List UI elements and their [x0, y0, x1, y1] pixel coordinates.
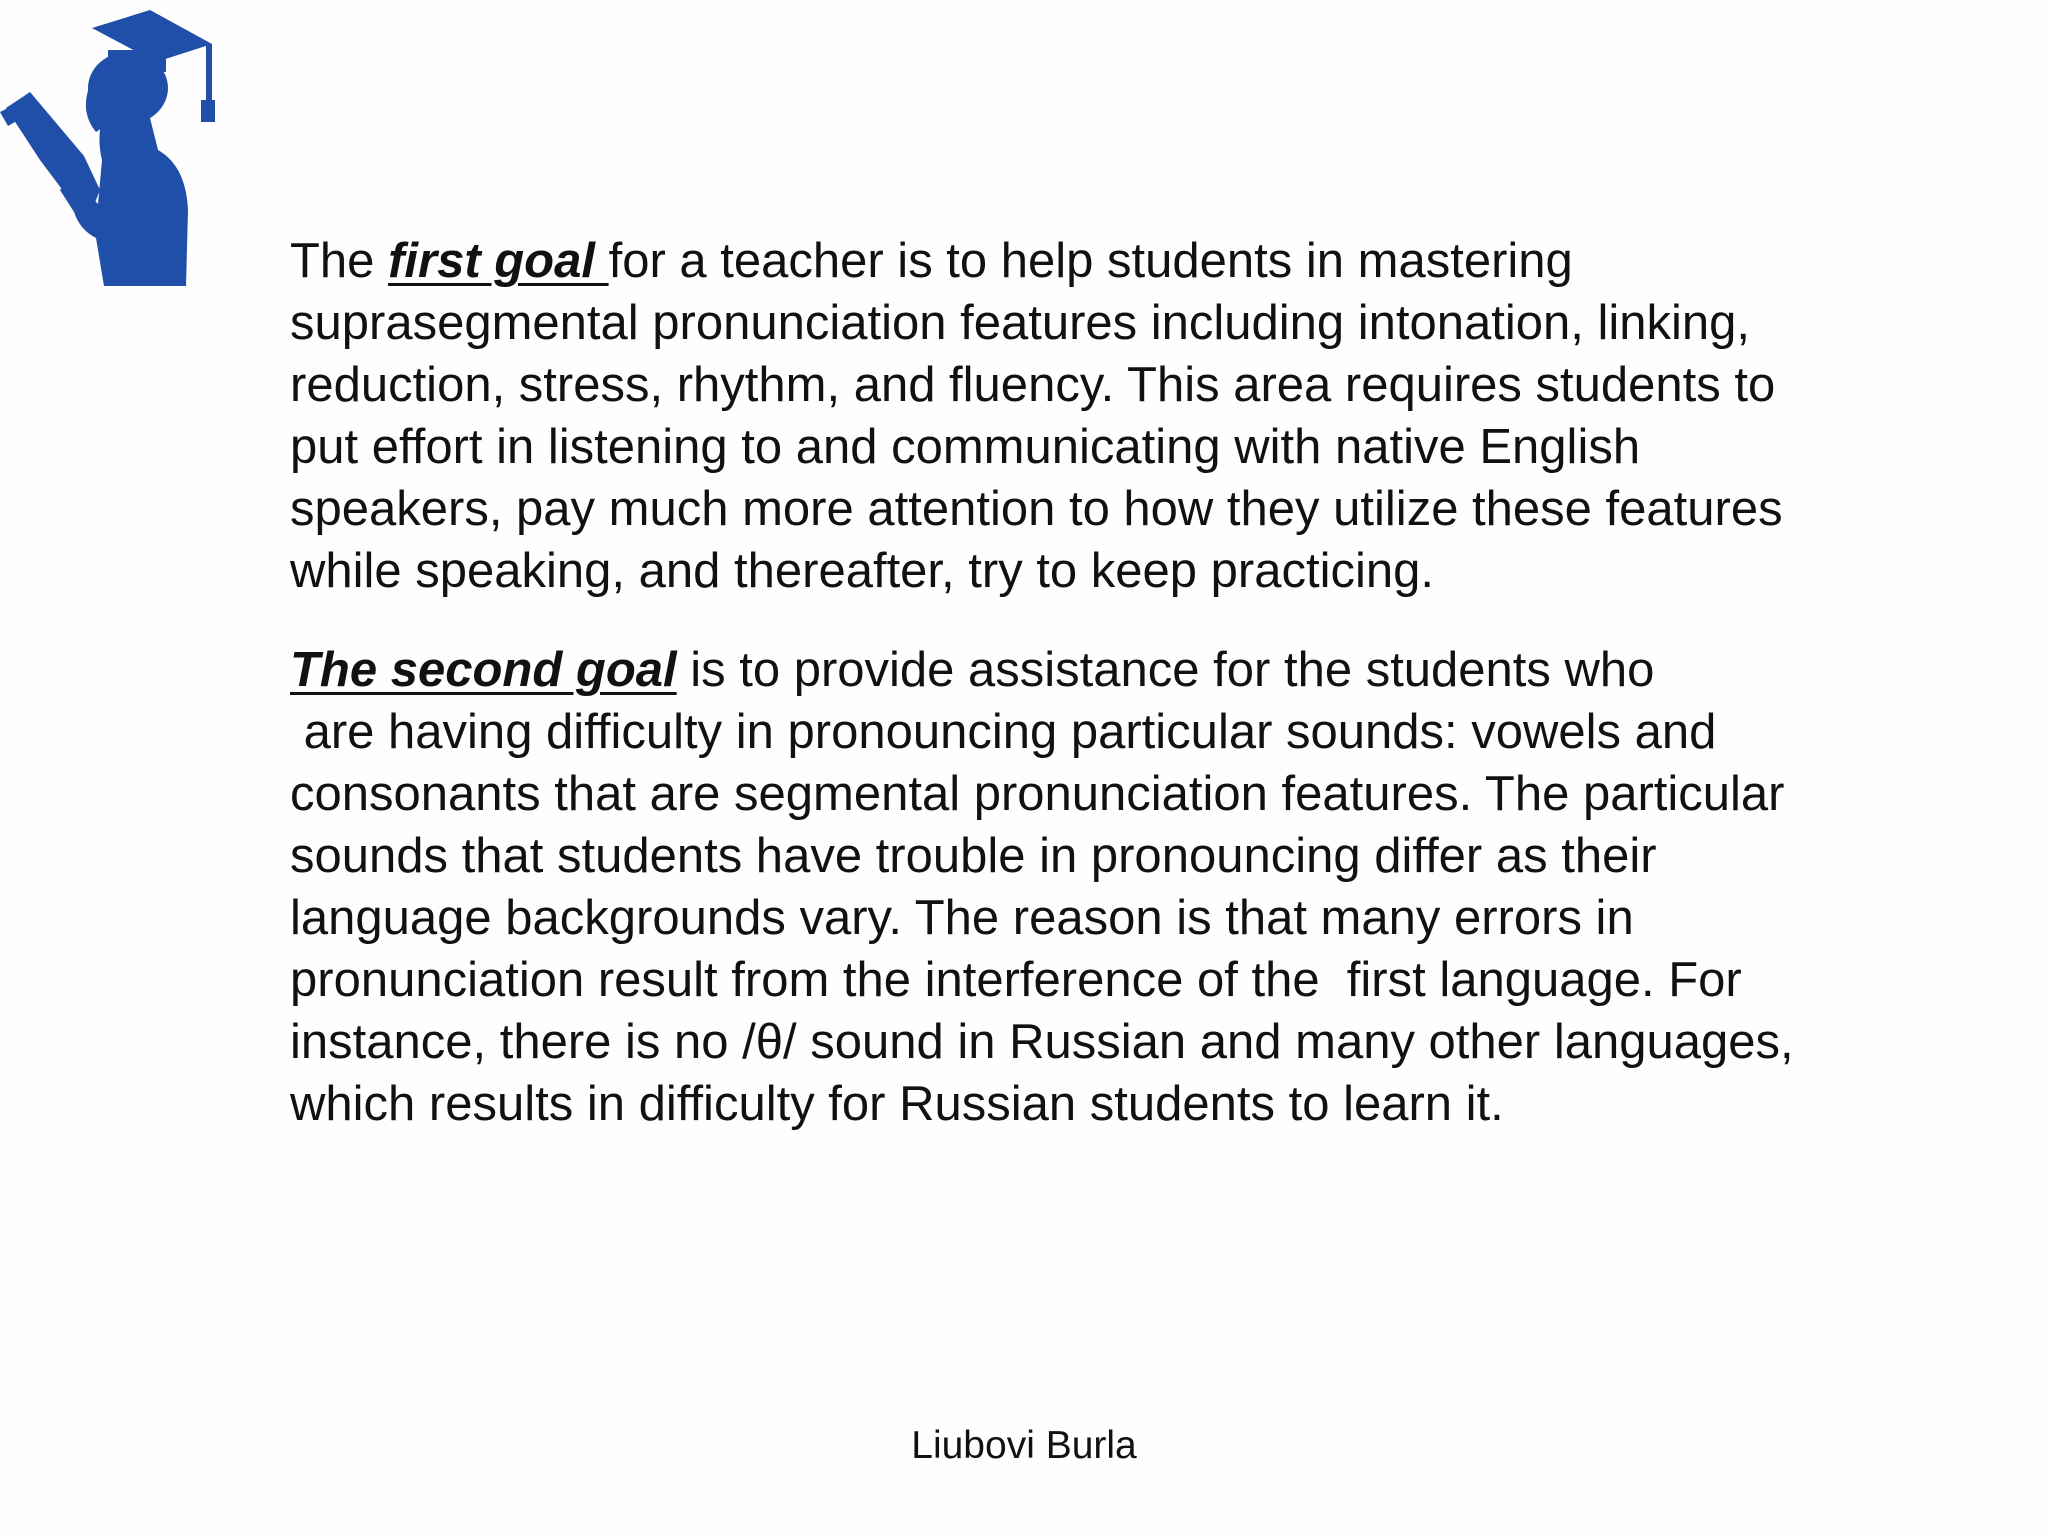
paragraph-line: language backgrounds vary. The reason is that many errors in	[290, 891, 1634, 945]
line-text: is to provide assistance for the students who	[676, 643, 1655, 697]
first-goal-emphasis: first goal	[388, 234, 609, 288]
paragraph-line: which results in difficulty for Russian students to learn it.	[290, 1077, 1504, 1131]
body-text	[290, 230, 1910, 1135]
paragraph-line: speakers, pay much more attention to how they utilize these features	[290, 482, 1783, 536]
paragraph-line	[290, 230, 1910, 292]
paragraph-line: pronunciation result from the interference of the first language. For	[290, 953, 1742, 1007]
paragraph-first-goal	[290, 230, 1910, 602]
second-goal-emphasis: The second goal	[290, 643, 677, 697]
paragraph-line: are having difficulty in pronouncing particular sounds: vowels and	[290, 705, 1717, 759]
paragraph-line: instance, there is no /θ/ sound in Russian and many other languages,	[290, 1015, 1794, 1069]
graduate-reading-silhouette-icon	[0, 0, 230, 300]
prefix-text: The	[290, 234, 389, 288]
paragraph-second-goal	[290, 639, 1910, 1135]
line-text: for a teacher is to help students in mastering	[608, 234, 1573, 288]
paragraph-line: consonants that are segmental pronunciation features. The particular	[290, 767, 1785, 821]
author-footer: Liubovi Burla	[911, 1424, 1137, 1467]
paragraph-line: reduction, stress, rhythm, and fluency. This area requires students to	[290, 358, 1776, 412]
paragraph-line: sounds that students have trouble in pronouncing differ as their	[290, 829, 1657, 883]
paragraph-line: suprasegmental pronunciation features including intonation, linking,	[290, 296, 1751, 350]
paragraph-line	[290, 639, 1910, 701]
paragraph-line: put effort in listening to and communicating with native English	[290, 420, 1641, 474]
paragraph-line: while speaking, and thereafter, try to keep practicing.	[290, 544, 1434, 598]
